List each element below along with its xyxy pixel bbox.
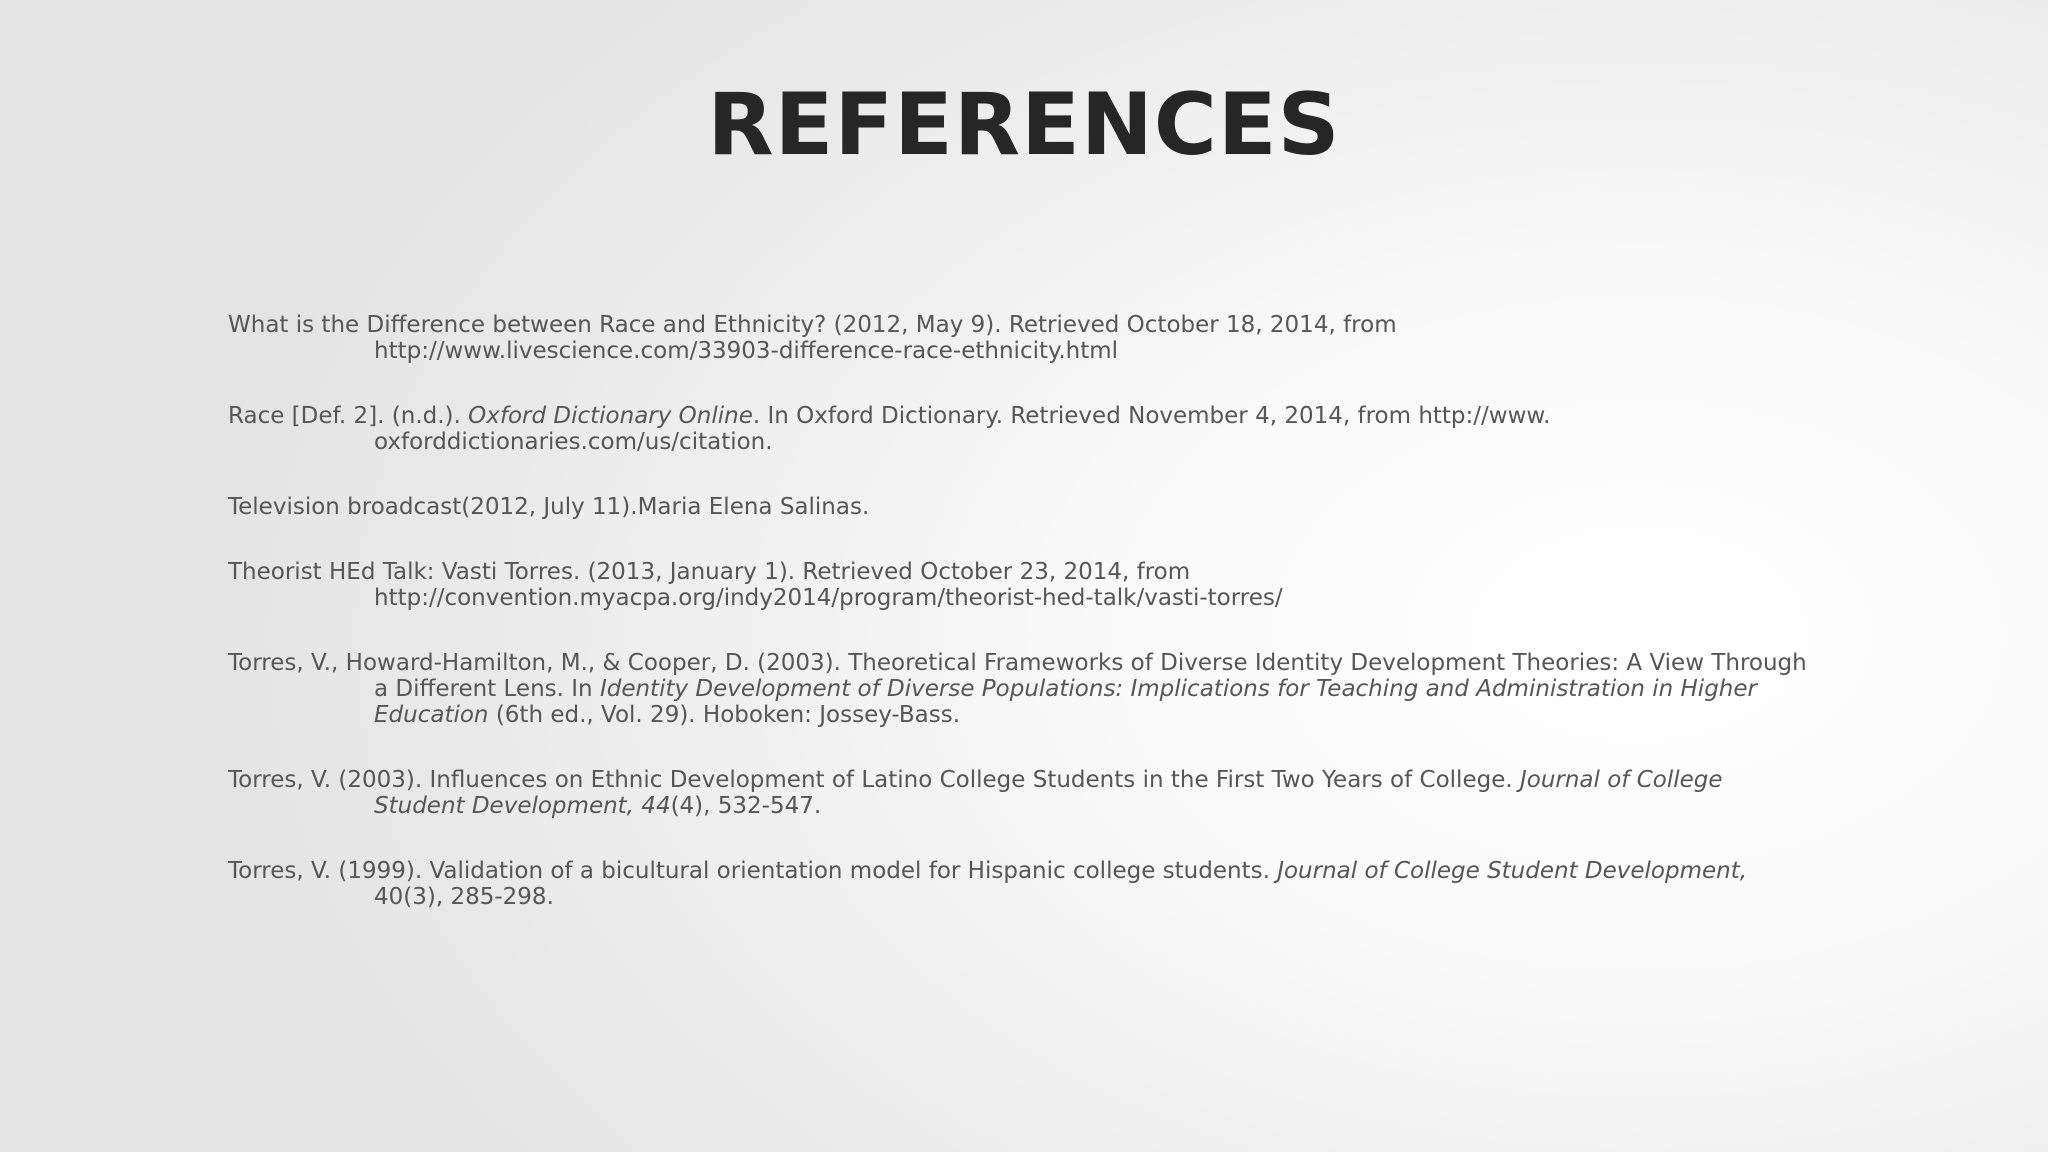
reference-text: Torres, V. (2003). Influences on Ethnic Development of Latino College Students in the First Two Years of College.	[228, 767, 1520, 793]
reference-source-title: Oxford Dictionary Online	[468, 403, 753, 429]
reference-url: http://convention.myacpa.org/indy2014/program/theorist-hed-talk/vasti-torres/	[374, 585, 1283, 611]
reference-item	[228, 559, 1868, 611]
reference-item	[228, 858, 1868, 910]
reference-item	[228, 312, 1868, 364]
reference-url: oxforddictionaries.com/us/citation.	[374, 429, 773, 455]
reference-source-title: Student Development, 44	[374, 793, 671, 819]
reference-item	[228, 403, 1868, 455]
reference-item	[228, 767, 1868, 819]
reference-text: Torres, V., Howard-Hamilton, M., & Cooper, D. (2003). Theoretical Frameworks of Diverse Identity Development Theories: A View Through	[228, 650, 1807, 676]
reference-list	[228, 312, 1868, 949]
page-title: REFERENCES	[707, 75, 1341, 175]
reference-source-title: Education	[374, 702, 489, 728]
reference-text: (6th ed., Vol. 29). Hoboken: Jossey-Bass.	[488, 702, 961, 728]
reference-source-title: Identity Development of Diverse Populations: Implications for Teaching and Administration in Higher	[599, 676, 1757, 702]
reference-source-title: Journal of College	[1519, 767, 1723, 793]
reference-text: Torres, V. (1999). Validation of a bicultural orientation model for Hispanic college students.	[228, 858, 1278, 884]
reference-text: 40(3), 285-298.	[374, 884, 554, 910]
reference-text: a Different Lens. In	[374, 676, 600, 702]
reference-text: Television broadcast(2012, July 11).Maria Elena Salinas.	[228, 494, 870, 520]
reference-text: Race [Def. 2]. (n.d.).	[228, 403, 469, 429]
reference-text: Theorist HEd Talk: Vasti Torres. (2013, January 1). Retrieved October 23, 2014, from	[228, 559, 1191, 585]
reference-text: What is the Difference between Race and Ethnicity? (2012, May 9). Retrieved October 18, 2014, from	[228, 312, 1397, 338]
reference-text: (4), 532-547.	[670, 793, 822, 819]
reference-item	[228, 494, 1868, 520]
reference-url: http://www.livescience.com/33903-difference-race-ethnicity.html	[374, 338, 1119, 364]
reference-source-title: Journal of College Student Development,	[1277, 858, 1748, 884]
reference-text: . In Oxford Dictionary. Retrieved November 4, 2014, from http://www.	[752, 403, 1551, 429]
reference-item	[228, 650, 1868, 728]
